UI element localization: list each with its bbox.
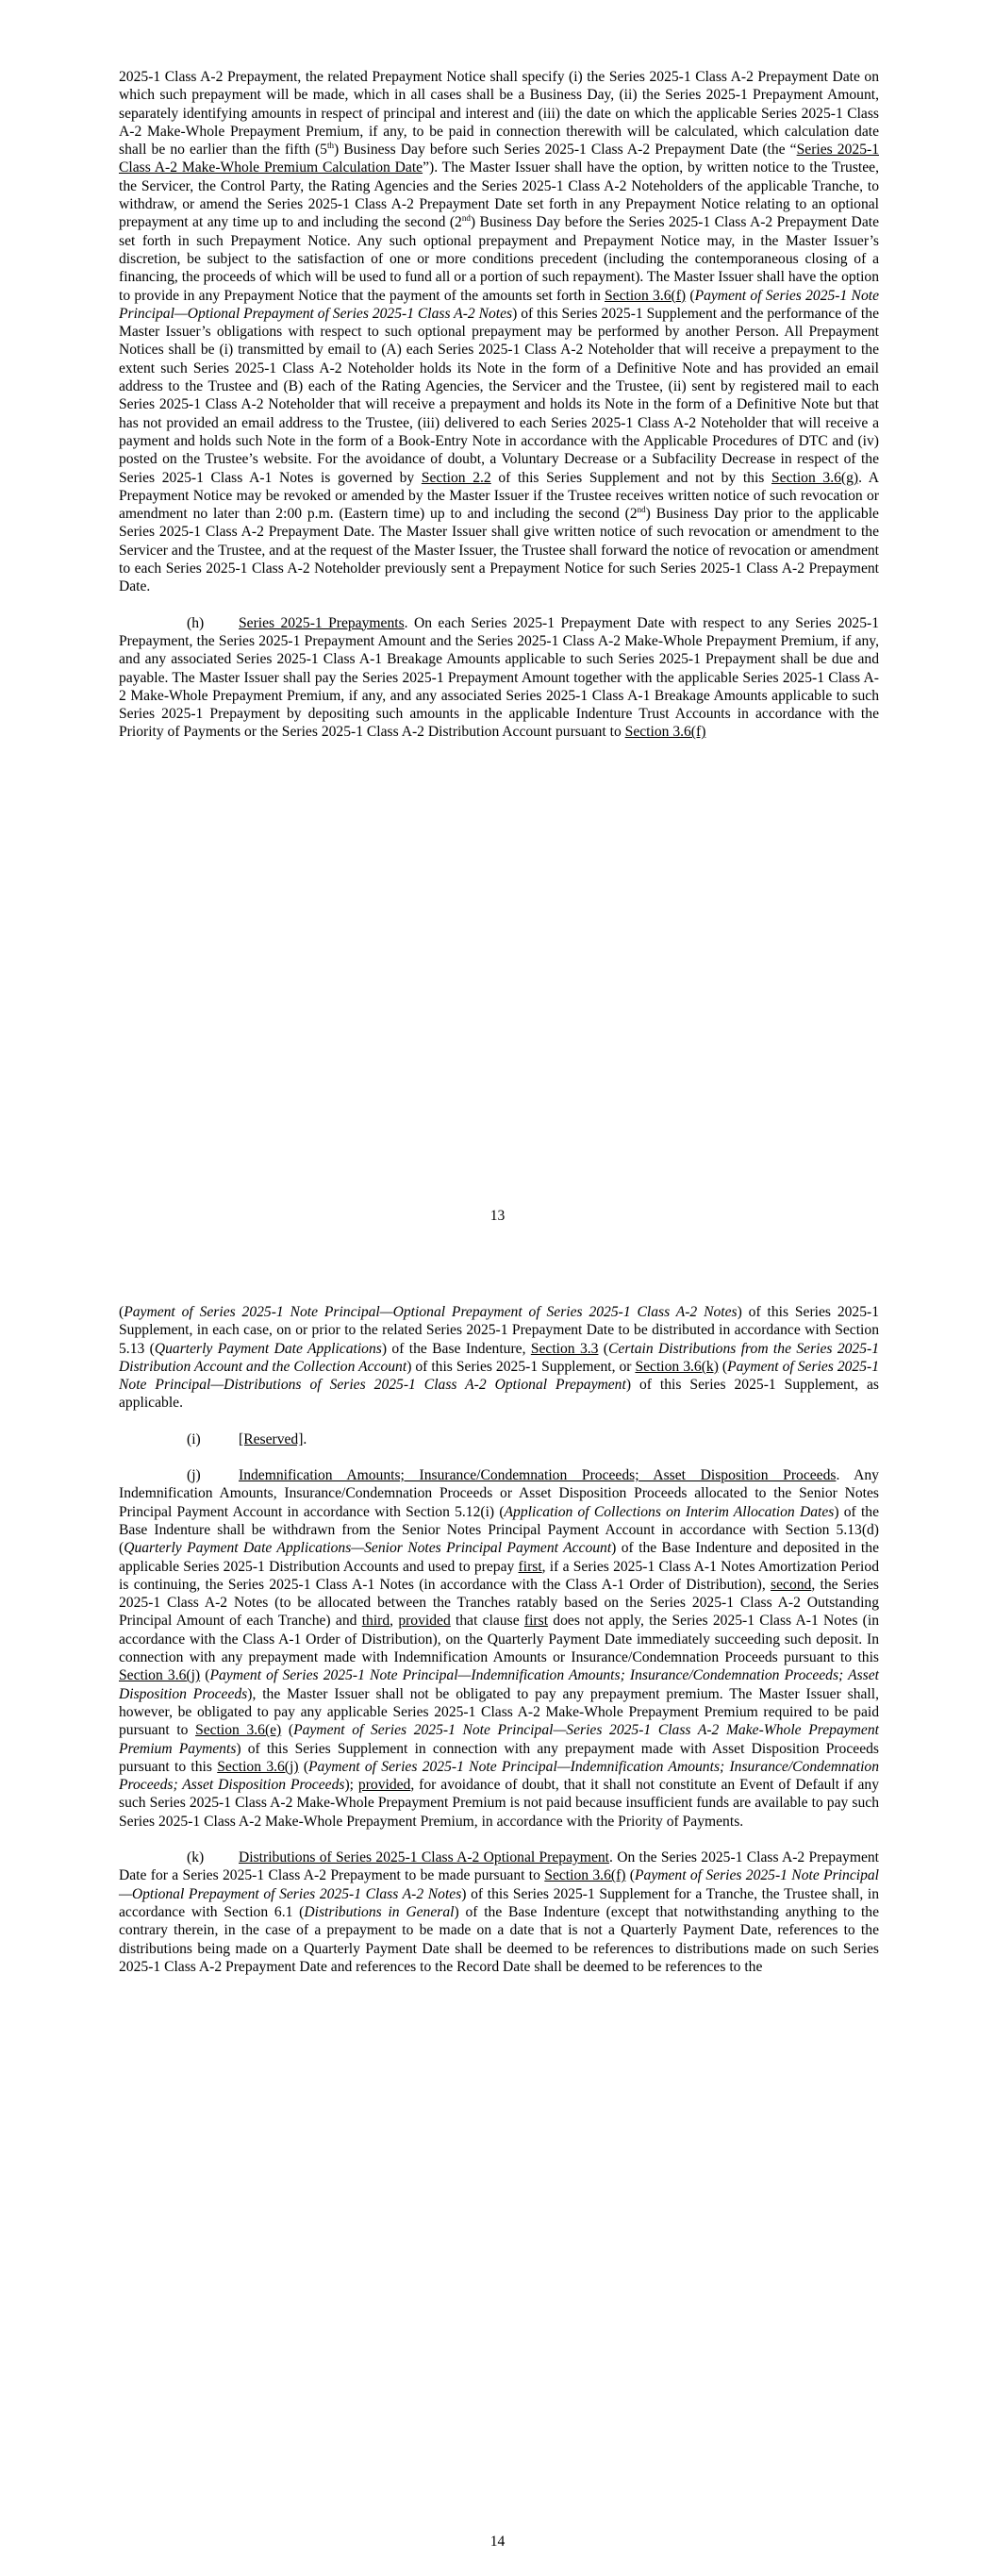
- page-13-text: [119, 68, 879, 742]
- page-number: 14: [489, 2534, 506, 2550]
- section-link: Section 3.6(f): [544, 1867, 626, 1884]
- section-link: Section 3.6(f): [605, 287, 687, 304]
- clause-heading: Series 2025-1 Prepayments: [239, 614, 405, 631]
- paragraph-g-continuation: 2025-1 Class A-2 Prepayment, the related Prepayment Notice shall specify (i) the Series 2025-1 Class A-2 Prepayment Date on which such prepayment will be made, which in all cases shall be a Business Day, (ii) the Series 2025-1 Prepayment Amount, separately identifying amounts in respect of principal and interest and (iii) the date on which the applicable Series 2025-1 Class A-2 Make-Whole Prepayment Premium, if any, to be paid in connection therewith will be calculated, which calculation date shall be no earlier than the fifth (5th) Business Day before such Series 2025-1 Class A-2 Prepayment Date (the “Series 2025-1 Class A-2 Make-Whole Premium Calculation Date”). The Master Issuer shall have the option, by written notice to the Trustee, the Servicer, the Control Party, the Rating Agencies and the Series 2025-1 Class A-2 Noteholders of the applicable Tranche, to withdraw, or amend the Series 2025-1 Class A-2 Prepayment Date set forth in any Prepayment Notice relating to an optional prepayment at any time up to and including the second (2nd) Business Day before the Series 2025-1 Class A-2 Prepayment Date set forth in such Prepayment Notice. Any such optional prepayment and Prepayment Notice may, in the Master Issuer’s discretion, be subject to the satisfaction of one or more conditions precedent (including the contemporaneous closing of a financing, the proceeds of which will be used to fund all or a portion of such repayment). The Master Issuer shall have the option to provide in any Prepayment Notice that the payment of the amounts set forth in Section 3.6(f) (Payment of Series 2025-1 Note Principal—Optional Prepayment of Series 2025-1 Class A-2 Notes) of this Series 2025-1 Supplement and the performance of the Master Issuer’s obligations with respect to such optional prepayment may be performed by another Person. All Prepayment Notices shall be (i) transmitted by email to (A) each Series 2025-1 Class A-2 Noteholder that will receive a prepayment to the extent such Series 2025-1 Class A-2 Noteholder holds its Note in the form of a Definitive Note and has provided an email address to the Trustee and (B) each of the Rating Agencies, the Servicer and the Trustee, (ii) sent by registered mail to each Series 2025-1 Class A-2 Noteholder that will receive a prepayment and holds its Note in the form of a Definitive Note but that has not provided an email address to the Trustee, (iii) delivered to each Series 2025-1 Class A-2 Noteholder that will receive a payment and holds such Note in the form of a Book-Entry Note in accordance with the Applicable Procedures of DTC and (iv) posted on the Trustee’s website. For the avoidance of doubt, a Voluntary Decrease or a Subfacility Decrease in respect of the Series 2025-1 Class A-1 Notes is governed by Section 2.2 of this Series Supplement and not by this Section 3.6(g). A Prepayment Notice may be revoked or amended by the Master Issuer if the Trustee receives written notice of such revocation or amendment no later than 2:00 p.m. (Eastern time) up to and including the second (2nd) Business Day prior to the applicable Series 2025-1 Class A-2 Prepayment Date. The Master Issuer shall give written notice of such revocation or amendment to the Servicer and the Trustee, and at the request of the Master Issuer, the Trustee shall forward the notice of revocation or amendment to each Series 2025-1 Class A-2 Noteholder previously sent a Prepayment Notice for such Series 2025-1 Class A-2 Prepayment Date.: [119, 69, 879, 595]
- paragraph-k: (k) Distributions of Series 2025-1 Class A-2 Optional Prepayment. On the Series 2025-1 Class A-2 Prepayment Date for a Series 2025-1 Class A-2 Prepayment to be made pursuant to Section 3.6(f) (Payment of Series 2025-1 Note Principal—Optional Prepayment of Series 2025-1 Class A-2 Notes) of this Series 2025-1 Supplement for a Tranche, the Trustee shall, in accordance with Section 6.1 (Distributions in General) of the Base Indenture (except that notwithstanding anything to the contrary therein, in the case of a prepayment to be made on a date that is not a Quarterly Payment Date, references to the distributions being made on a Quarterly Payment Date shall be deemed to be references to distributions made on such Series 2025-1 Class A-2 Prepayment Date and references to the Record Date shall be deemed to be references to the: [119, 1849, 880, 1975]
- section-link: Section 2.2: [421, 469, 491, 486]
- clause-heading: [Reserved]: [239, 1430, 304, 1447]
- page-number: 13: [489, 1208, 506, 1224]
- clause-label: (i): [187, 1430, 201, 1447]
- paragraph-h: (h) Series 2025-1 Prepayments. On each Series 2025-1 Prepayment Date with respect to any Series 2025-1 Prepayment, the Series 2025-1 Prepayment Amount and the Series 2025-1 Class A-2 Make-Whole Prepayment Premium, if any, and any associated Series 2025-1 Class A-1 Breakage Amounts applicable to such Series 2025-1 Prepayment shall be due and payable. The Master Issuer shall pay the Series 2025-1 Prepayment Amount together with the applicable Series 2025-1 Class A-2 Make-Whole Prepayment Premium, if any, and any associated Series 2025-1 Class A-1 Breakage Amounts applicable to such Series 2025-1 Prepayment by depositing such amounts in the applicable Indenture Trust Accounts in accordance with the Priority of Payments or the Series 2025-1 Class A-2 Distribution Account pursuant to Section 3.6(f): [119, 614, 879, 741]
- paragraph-j: (j) Indemnification Amounts; Insurance/Condemnation Proceeds; Asset Disposition Proceeds. Any Indemnification Amounts, Insurance/Condemnation Proceeds or Asset Disposition Proceeds allocated to the Senior Notes Principal Payment Account in accordance with Section 5.12(i) (Application of Collections on Interim Allocation Dates) of the Base Indenture shall be withdrawn from the Senior Notes Principal Payment Account in accordance with Section 5.13(d) (Quarterly Payment Date Applications—Senior Notes Principal Payment Account) of the Base Indenture and deposited in the applicable Series 2025-1 Distribution Accounts and used to prepay first, if a Series 2025-1 Class A-1 Notes Amortization Period is continuing, the Series 2025-1 Class A-1 Notes (in accordance with the Class A-1 Order of Distribution), second, the Series 2025-1 Class A-2 Notes (to be allocated between the Tranches ratably based on the Series 2025-1 Class A-2 Outstanding Principal Amount of each Tranche) and third, provided that clause first does not apply, the Series 2025-1 Class A-1 Notes (in accordance with the Class A-1 Order of Distribution), on the Quarterly Payment Date immediately succeeding such deposit. In connection with any prepayment made with Indemnification Amounts or Insurance/Condemnation Proceeds pursuant to this Section 3.6(j) (Payment of Series 2025-1 Note Principal—Indemnification Amounts; Insurance/Condemnation Proceeds; Asset Disposition Proceeds), the Master Issuer shall not be obligated to pay any prepayment premium. The Master Issuer shall, however, be obligated to pay any applicable Series 2025-1 Class A-2 Make-Whole Prepayment Premium required to be paid pursuant to Section 3.6(e) (Payment of Series 2025-1 Note Principal—Series 2025-1 Class A-2 Make-Whole Prepayment Premium Payments) of this Series Supplement in connection with any prepayment made with Asset Disposition Proceeds pursuant to this Section 3.6(j) (Payment of Series 2025-1 Note Principal—Indemnification Amounts; Insurance/Condemnation Proceeds; Asset Disposition Proceeds); provided, for avoidance of doubt, that it shall not constitute an Event of Default if any such Series 2025-1 Class A-2 Make-Whole Prepayment Premium is not paid because insufficient funds are available to pay such Series 2025-1 Class A-2 Make-Whole Prepayment Premium, in accordance with the Priority of Payments.: [119, 1467, 880, 1830]
- section-link: Section 3.6(g): [771, 469, 859, 486]
- clause-label: (h): [187, 614, 205, 631]
- section-link: Section 3.3: [530, 1340, 599, 1357]
- page-14: [0, 1288, 995, 2576]
- paragraph-h-continuation: (Payment of Series 2025-1 Note Principal—Optional Prepayment of Series 2025-1 Class A-2 Notes) of this Series 2025-1 Supplement, in each case, on or prior to the related Series 2025-1 Prepayment Date to be distributed in accordance with Section 5.13 (Quarterly Payment Date Applications) of the Base Indenture, Section 3.3 (Certain Distributions from the Series 2025-1 Distribution Account and the Collection Account) of this Series 2025-1 Supplement, or Section 3.6(k) (Payment of Series 2025-1 Note Principal—Distributions of Series 2025-1 Class A-2 Optional Prepayment) of this Series 2025-1 Supplement, as applicable.: [119, 1304, 880, 1412]
- section-link: Section 3.6(e): [195, 1722, 282, 1739]
- page-14-text: [119, 1303, 879, 1976]
- section-link: Section 3.6(f): [624, 724, 706, 741]
- clause-label: (k): [187, 1849, 205, 1866]
- clause-heading: Indemnification Amounts; Insurance/Condemnation Proceeds; Asset Disposition Proceeds: [239, 1467, 837, 1484]
- section-link: Section 3.6(j): [119, 1667, 201, 1684]
- paragraph-i: (i) [Reserved].: [187, 1430, 307, 1447]
- clause-heading: Distributions of Series 2025-1 Class A-2 Optional Prepayment: [239, 1849, 609, 1866]
- clause-label: (j): [187, 1467, 201, 1484]
- section-link: Section 3.6(k): [635, 1358, 719, 1375]
- section-link: Section 3.6(j): [217, 1758, 299, 1775]
